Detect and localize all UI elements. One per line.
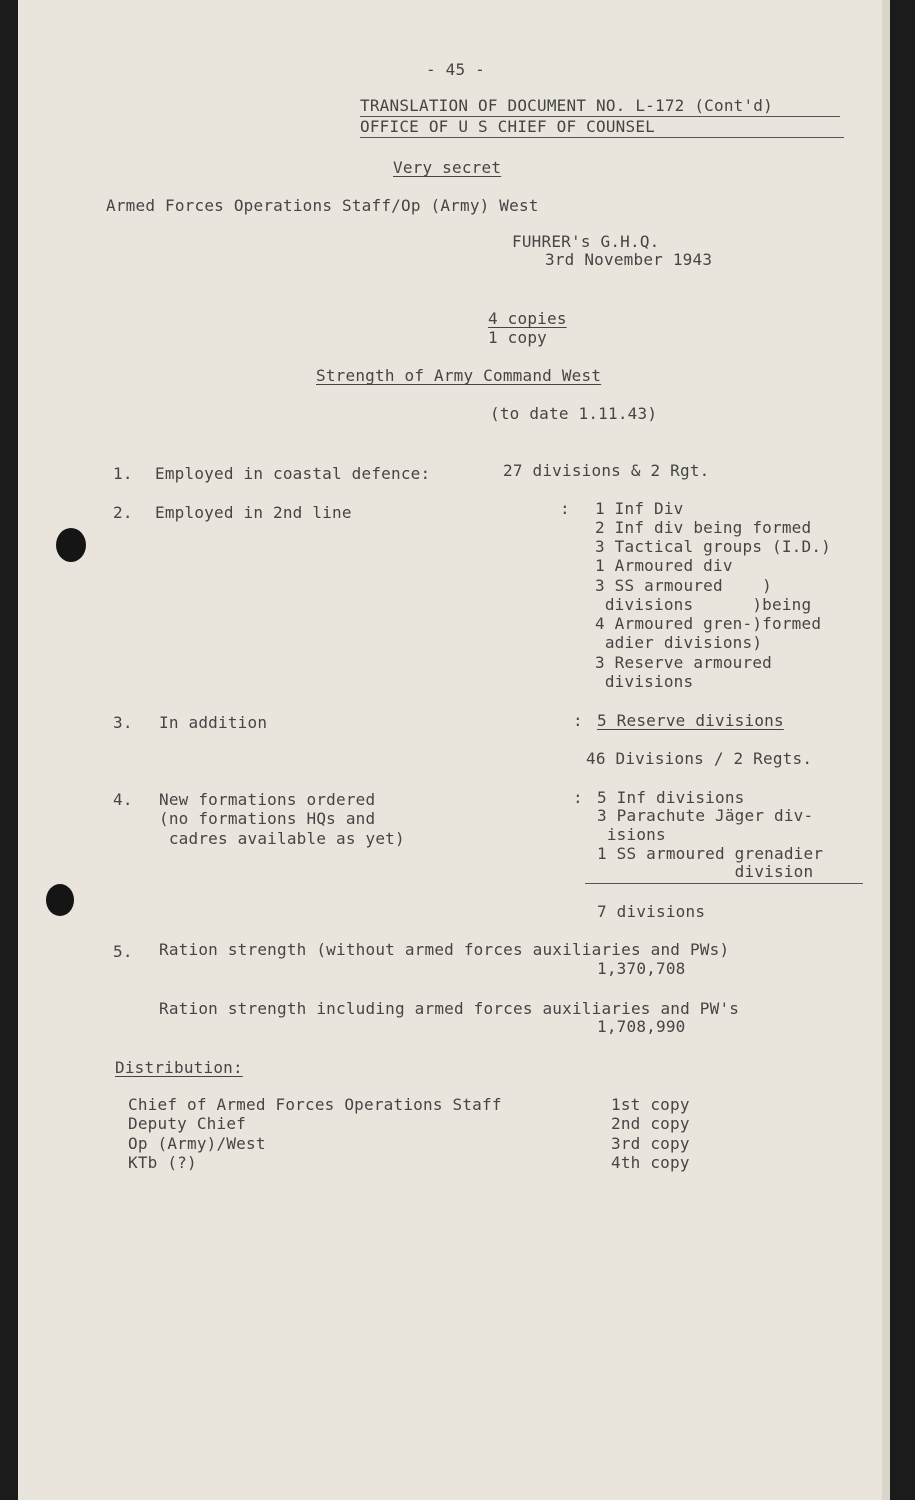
punch-hole-bottom [46, 884, 74, 916]
distribution-recipient: Deputy Chief [128, 1114, 246, 1133]
item-2-line: 1 Inf Div [595, 499, 684, 518]
item-2-line: 3 Tactical groups (I.D.) [595, 537, 831, 556]
item-1-value: 27 divisions & 2 Rgt. [503, 461, 710, 480]
from-line: Armed Forces Operations Staff/Op (Army) West [106, 196, 539, 215]
copies-line-2: 1 copy [488, 328, 547, 347]
page-number: - 45 - [426, 60, 485, 79]
date: 3rd November 1943 [545, 250, 713, 269]
item-4-total: 7 divisions [597, 902, 706, 921]
item-5-number: 5. [113, 942, 133, 961]
item-4-label-line: New formations ordered [159, 790, 376, 809]
distribution-recipient: KTb (?) [128, 1153, 197, 1172]
ration-strength-incl-label: Ration strength including armed forces auxiliaries and PW's [159, 999, 740, 1018]
distribution-title: Distribution: [115, 1058, 243, 1077]
punch-hole-top [56, 528, 86, 562]
copies-line-1: 4 copies [488, 309, 567, 328]
subtotal: 46 Divisions / 2 Regts. [586, 749, 813, 768]
item-2-line: 4 Armoured gren-)formed [595, 614, 822, 633]
page-edge [882, 0, 890, 1500]
distribution-recipient: Chief of Armed Forces Operations Staff [128, 1095, 502, 1114]
item-4-line: division [597, 862, 814, 881]
ration-strength-label: Ration strength (without armed forces auxiliaries and PWs) [159, 940, 730, 959]
item-4-colon: : [573, 788, 583, 807]
item-4-label-line: (no formations HQs and [159, 809, 376, 828]
document-page [18, 0, 890, 1500]
item-4-line: 1 SS armoured grenadier [597, 844, 824, 863]
item-4-number: 4. [113, 790, 133, 809]
item-2-number: 2. [113, 503, 133, 522]
item-2-line: 3 Reserve armoured [595, 653, 772, 672]
header-line-1: TRANSLATION OF DOCUMENT NO. L-172 (Cont'd) [360, 96, 773, 115]
item-2-line: divisions [595, 672, 694, 691]
distribution-copy: 3rd copy [611, 1134, 690, 1153]
ration-strength-incl-value: 1,708,990 [597, 1017, 686, 1036]
item-1-number: 1. [113, 464, 133, 483]
ration-strength-value: 1,370,708 [597, 959, 686, 978]
item-4-label-line: cadres available as yet) [159, 829, 405, 848]
item-3-colon: : [573, 711, 583, 730]
distribution-copy: 4th copy [611, 1153, 690, 1172]
item-2-colon: : [560, 499, 570, 518]
distribution-copy: 2nd copy [611, 1114, 690, 1133]
item-2-line: adier divisions) [595, 633, 763, 652]
item-3-number: 3. [113, 713, 133, 732]
distribution-recipient: Op (Army)/West [128, 1134, 266, 1153]
document-subtitle: (to date 1.11.43) [490, 404, 658, 423]
place: FUHRER's G.H.Q. [512, 232, 660, 251]
item-2-label: Employed in 2nd line [155, 503, 352, 522]
item-4-line: isions [597, 825, 666, 844]
item-3-value: 5 Reserve divisions [597, 711, 784, 730]
item-4-line: 3 Parachute Jäger div- [597, 806, 814, 825]
document-title: Strength of Army Command West [316, 366, 602, 385]
item-4-line: 5 Inf divisions [597, 788, 745, 807]
item-2-line: 1 Armoured div [595, 556, 733, 575]
item-2-line: 3 SS armoured ) [595, 576, 772, 595]
item-3-label: In addition [159, 713, 268, 732]
item-2-line: 2 Inf div being formed [595, 518, 812, 537]
item-1-label: Employed in coastal defence: [155, 464, 431, 483]
header-line-2: OFFICE OF U S CHIEF OF COUNSEL [360, 117, 655, 136]
classification: Very secret [393, 158, 502, 177]
header-rule-2 [360, 137, 844, 138]
item-4-total-rule [585, 883, 863, 884]
distribution-copy: 1st copy [611, 1095, 690, 1114]
item-2-line: divisions )being [595, 595, 812, 614]
